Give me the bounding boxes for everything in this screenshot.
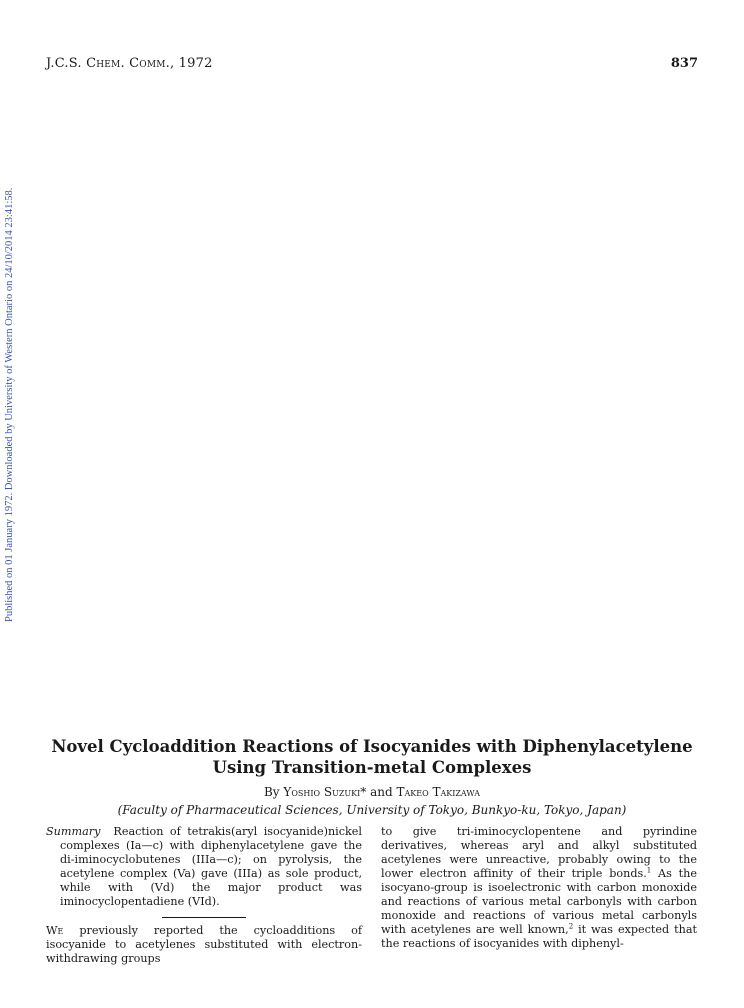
section-divider <box>162 917 246 918</box>
journal-prefix: J.C.S. <box>46 56 87 71</box>
title-line-1: Novel Cycloaddition Reactions of Isocyanides with Diphenylacetylene <box>51 737 693 756</box>
and-label: and <box>366 785 397 799</box>
by-label: By <box>263 785 284 799</box>
journal-year: , 1972 <box>170 56 213 71</box>
reference-2[interactable]: 2 <box>568 922 574 931</box>
dropcap-word: We <box>46 924 64 937</box>
right-column <box>381 825 697 951</box>
page-number: 837 <box>670 56 698 71</box>
author-line <box>0 785 744 799</box>
reference-1[interactable]: 1 <box>646 866 652 875</box>
download-watermark[interactable]: Published on 01 January 1972. Downloaded by University of Western Ontario on 24/10/2014 23:41:58. <box>4 187 15 622</box>
summary-label: Summary <box>46 825 101 838</box>
body-text-right-1: to give tri-iminocyclopentene and pyrindine derivatives, whereas aryl and alkyl substituted acetylenes were unreactive, probably owing to the lower electron affinity of their triple bonds. <box>381 825 697 880</box>
left-column <box>46 825 362 966</box>
article-title <box>0 736 744 778</box>
body-paragraph-left <box>46 924 362 966</box>
summary-paragraph <box>46 825 362 909</box>
body-text-left: previously reported the cycloadditions of isocyanide to acetylenes substituted with electron-withdrawing groups <box>46 924 362 965</box>
journal-name: Chem. Comm. <box>86 56 170 71</box>
summary-text: Reaction of tetrakis(aryl isocyanide)nickel complexes (Ia—c) with diphenylacetylene gave the di-iminocyclobutenes (IIIa—c); on pyrolysis, the acetylene complex (Va) gave (IIIa) as sole product, while with (Vd) the major product was iminocyclopentadiene (VId). <box>60 825 362 908</box>
affiliation: (Faculty of Pharmaceutical Sciences, University of Tokyo, Bunkyo-ku, Tokyo, Japan) <box>117 803 627 817</box>
journal-citation <box>46 56 213 71</box>
author-1: Yoshio Suzuki* <box>283 785 367 799</box>
body-text-right-2: As the isocyano-group is isoelectronic with carbon monoxide and reactions of various metal carbonyls with carbon monoxide and reactions of various metal carbonyls with acetylenes are well known, <box>381 867 697 936</box>
body-text-right-3: it was expected that the reactions of isocyanides with diphenyl- <box>381 923 697 950</box>
body-paragraph-right <box>381 825 697 951</box>
title-line-2: Using Transition-metal Complexes <box>212 758 532 777</box>
author-2: Takeo Takizawa <box>396 785 480 799</box>
